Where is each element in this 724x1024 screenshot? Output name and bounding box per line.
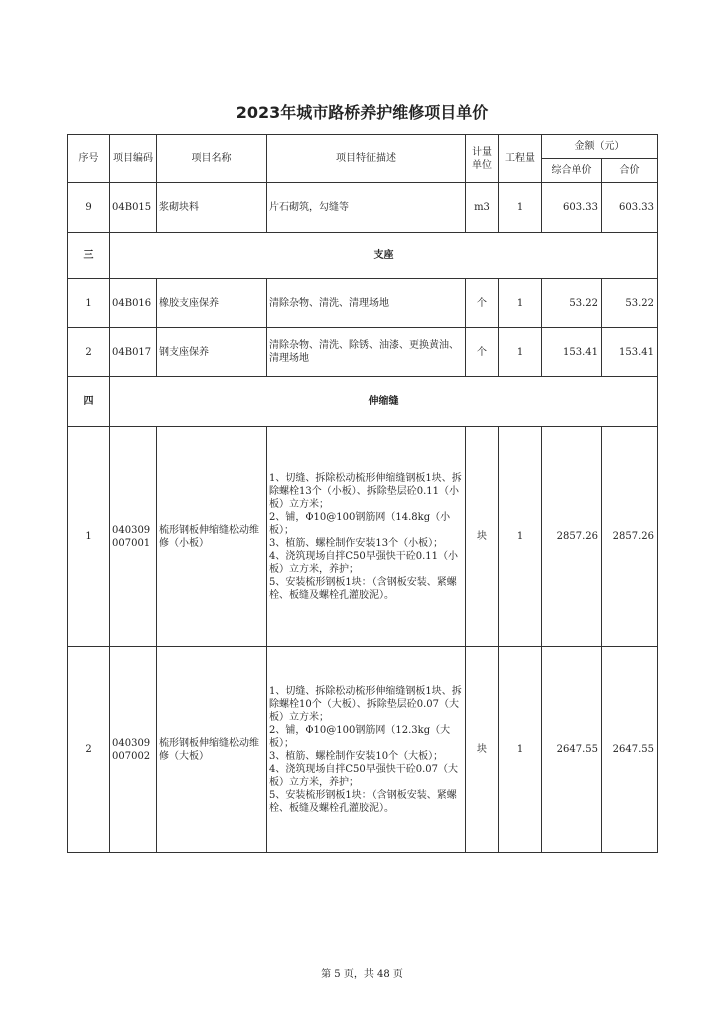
cell-code: 04B015 bbox=[110, 183, 157, 233]
cell-qty: 1 bbox=[499, 427, 542, 647]
cell-unit: 块 bbox=[466, 647, 499, 853]
cell-total: 603.33 bbox=[602, 183, 658, 233]
cell-total: 2857.26 bbox=[602, 427, 658, 647]
header-unit-price: 综合单价 bbox=[542, 159, 602, 183]
table-row bbox=[68, 279, 658, 328]
cell-desc: 1、切缝、拆除松动梳形伸缩缝钢板1块、拆除螺栓10个（大板）、拆除垫层砼0.07（大板）立方米； 2、铺，Φ10@100钢筋网（12.3kg（大板）； 3、植筋、螺栓制作安装10个（大板）； 4、浇筑现场自拌C50早强快干砼0.07（大板）立方米，养护； 5、安装梳形钢板1块：（含钢板安装、紧螺栓、板缝及螺栓孔灌胶泥）。 bbox=[267, 647, 466, 853]
cell-unit-price: 2647.55 bbox=[542, 647, 602, 853]
price-table bbox=[67, 134, 658, 853]
cell-qty: 1 bbox=[499, 183, 542, 233]
cell-qty: 1 bbox=[499, 647, 542, 853]
cell-unit: m3 bbox=[466, 183, 499, 233]
header-desc: 项目特征描述 bbox=[267, 135, 466, 183]
cell-unit-price: 603.33 bbox=[542, 183, 602, 233]
cell-seq: 9 bbox=[68, 183, 110, 233]
table-row bbox=[68, 183, 658, 233]
header-total: 合价 bbox=[602, 159, 658, 183]
table-row bbox=[68, 427, 658, 647]
cell-name: 梳形钢板伸缩缝松动维修（小板） bbox=[157, 427, 267, 647]
section-title: 伸缩缝 bbox=[110, 377, 658, 427]
header-qty: 工程量 bbox=[499, 135, 542, 183]
cell-name: 浆砌块料 bbox=[157, 183, 267, 233]
cell-seq: 1 bbox=[68, 427, 110, 647]
cell-name: 橡胶支座保养 bbox=[157, 279, 267, 328]
cell-name: 梳形钢板伸缩缝松动维修（大板） bbox=[157, 647, 267, 853]
header-amount: 金额（元） bbox=[542, 135, 658, 159]
page-title: 2023年城市路桥养护维修项目单价 bbox=[235, 103, 489, 122]
table-row bbox=[68, 647, 658, 853]
header-row bbox=[68, 135, 658, 159]
cell-unit: 块 bbox=[466, 427, 499, 647]
cell-seq: 2 bbox=[68, 647, 110, 853]
cell-unit-price: 153.41 bbox=[542, 328, 602, 377]
cell-total: 153.41 bbox=[602, 328, 658, 377]
cell-code: 040309007002 bbox=[110, 647, 157, 853]
cell-seq: 1 bbox=[68, 279, 110, 328]
cell-desc: 片石砌筑，勾缝等 bbox=[267, 183, 466, 233]
table-row bbox=[68, 328, 658, 377]
cell-qty: 1 bbox=[499, 328, 542, 377]
cell-name: 钢支座保养 bbox=[157, 328, 267, 377]
page-footer: 第 5 页，共 48 页 bbox=[321, 969, 403, 980]
section-row bbox=[68, 233, 658, 279]
cell-unit: 个 bbox=[466, 279, 499, 328]
header-unit: 计量单位 bbox=[466, 135, 499, 183]
section-seq: 四 bbox=[68, 377, 110, 427]
cell-code: 04B017 bbox=[110, 328, 157, 377]
cell-unit: 个 bbox=[466, 328, 499, 377]
section-seq: 三 bbox=[68, 233, 110, 279]
header-name: 项目名称 bbox=[157, 135, 267, 183]
cell-code: 040309007001 bbox=[110, 427, 157, 647]
section-row bbox=[68, 377, 658, 427]
cell-unit-price: 53.22 bbox=[542, 279, 602, 328]
cell-total: 2647.55 bbox=[602, 647, 658, 853]
cell-seq: 2 bbox=[68, 328, 110, 377]
cell-unit-price: 2857.26 bbox=[542, 427, 602, 647]
cell-desc: 1、切缝、拆除松动梳形伸缩缝钢板1块、拆除螺栓13个（小板）、拆除垫层砼0.11（小板）立方米； 2、铺，Φ10@100钢筋网（14.8kg（小板）； 3、植筋、螺栓制作安装13个（小板）； 4、浇筑现场自拌C50早强快干砼0.11（小板）立方米，养护； 5、安装梳形钢板1块：（含钢板安装、紧螺栓、板缝及螺栓孔灌胶泥）。 bbox=[267, 427, 466, 647]
header-code: 项目编码 bbox=[110, 135, 157, 183]
section-title: 支座 bbox=[110, 233, 658, 279]
cell-total: 53.22 bbox=[602, 279, 658, 328]
header-seq: 序号 bbox=[68, 135, 110, 183]
cell-code: 04B016 bbox=[110, 279, 157, 328]
cell-desc: 清除杂物、清洗、除锈、油漆、更换黄油、清理场地 bbox=[267, 328, 466, 377]
cell-qty: 1 bbox=[499, 279, 542, 328]
cell-desc: 清除杂物、清洗、清理场地 bbox=[267, 279, 466, 328]
